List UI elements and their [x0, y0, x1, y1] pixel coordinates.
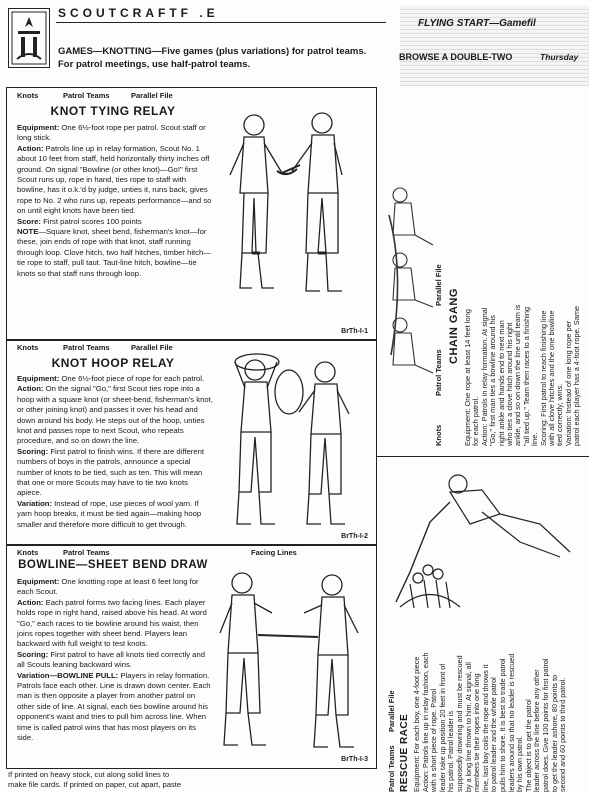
note-text: —Square knot, sheet bend, fisherman's knot—for these, join ends of rope with that knot, staff running through loop. Clove hitch, two half hitches, timber hitch—tie rope to staff, pull taut. Taut-line hitch, bowline—tie knots so that staff runs through loop.: [17, 227, 211, 278]
text-line: line, last boy coils the rope and throws it: [480, 664, 490, 792]
card-category-formation: Parallel File: [131, 91, 173, 100]
text-line: who ties a clove hitch around his right: [505, 322, 515, 446]
action-text: Each patrol forms two facing lines. Each player holds rope in right hand, raised above his head. At word "Go," each races to tie bowline around his waist, then joins ropes together with sheet bend. Players lean backward with full weight to test knots.: [17, 597, 207, 649]
action-label: Action:: [17, 384, 44, 394]
text-line: leaders around so that no leader is rescued: [506, 653, 516, 792]
text-line: Equipment: One rope at least 14 feet long: [463, 309, 472, 446]
text-line: Scoring: First patrol to reach finishing line: [538, 310, 548, 446]
card-bowline-sheet-bend-draw: [6, 544, 377, 769]
card-category-knots: Knots: [17, 548, 39, 557]
card-code: BrTh-I-1: [341, 328, 368, 335]
scoring-label: Scoring:: [17, 446, 49, 456]
equipment-text: One 6½-foot piece of rope for each patrol.: [59, 374, 205, 383]
card-body: [17, 374, 213, 530]
text-line: line.: [530, 432, 540, 446]
text-line: second and 60 points to third patrol.: [558, 677, 568, 792]
card-body: [413, 612, 568, 792]
card-category-teams: Patrol Teams: [63, 91, 110, 100]
card-title: BOWLINE—SHEET BEND DRAW: [18, 559, 208, 571]
card-rescue-race: [385, 612, 585, 792]
scoring-text: First patrol to finish wins. If there are different numbers of boys in the patrols, announce a special number of knots to be tied, such as ten. This will mean that one or more Scouts may have to tie two knots apiece.: [17, 446, 204, 498]
header-rule: [56, 22, 386, 23]
text-line: supposedly drowning and must be rescued: [454, 655, 464, 792]
text-line: tied correctly, wins.: [555, 383, 565, 446]
card-body: [464, 96, 582, 446]
equipment-text: One knotting rope at least 6 feet long for each Scout.: [17, 577, 199, 597]
card-category-teams: Patrol Teams: [63, 343, 110, 352]
text-line: right ankle and hands end to next man: [496, 320, 506, 446]
illustration-rescue-race: [390, 462, 585, 612]
card-title: KNOT HOOP RELAY: [51, 356, 175, 370]
equipment-text: One 6½-foot rope per patrol. Scout staff or long stick.: [17, 123, 206, 143]
page-subtitle: GAMES—KNOTTING—Five games (plus variations) for patrol teams. For patrol meetings, use half-patrol teams.: [58, 46, 367, 70]
score-label: Score:: [17, 216, 41, 226]
equipment-label: Equipment:: [17, 374, 60, 383]
card-category-formation: Facing Lines: [251, 548, 297, 557]
card-knot-hoop-relay: [6, 339, 377, 546]
card-category-formation: Parallel File: [387, 690, 396, 732]
action-text: Patrols line up in relay formation, Scout No. 1 about 10 feet from staff, held horizontally thirty inches off ground. On signal "Bowline (or other knot)—Go!" first Scout runs up, rope in hand, ties rope to staff with bowline, has it o.k.'d by judge, unties it, runs back, gives rope to No. 2 who runs up, repeats performance—and so on until eight knots have been tied.: [17, 143, 212, 216]
text-line: leader take up position 20 feet in front of: [437, 663, 447, 792]
card-category-teams: Patrol Teams: [387, 745, 396, 792]
text-line: Variation: Instead of one long rope per: [563, 320, 573, 446]
text-line: to patrol leader and the whole patrol: [489, 677, 499, 792]
text-line: leader across the line before any other: [532, 669, 542, 792]
card-category-knots: Knots: [434, 424, 443, 446]
text-line: Action: Patrols in relay formation. At signal: [479, 307, 489, 446]
action-label: Action:: [17, 597, 44, 607]
scout-emblem-logo: [8, 8, 50, 68]
browse-heading: BROWSE A DOUBLE-TWO: [399, 52, 513, 62]
text-line: pulls him to shore. It is best to trade patrol: [497, 658, 507, 792]
chain-gang-rotated-content: [432, 88, 585, 456]
text-line: "Go," first man ties a bowline around his: [488, 315, 498, 446]
text-line: patrol each player has a 4-foot rope. Same: [572, 305, 582, 446]
card-knot-tying-relay: [6, 87, 377, 341]
illustration-scouts-pulling-rope: [212, 563, 372, 753]
variation-text: Players in relay formation. Patrols face each other. Line is drawn down center. Each man is then opposite a player from another patrol on other side of line. At signal, each ties bowline around his opponent's waist and tries to pull him across line. When time is called patrol wins that has most players on its side.: [17, 670, 211, 743]
text-line: his patrol. Patrol leader is: [446, 710, 456, 792]
page-title: SCOUTCRAFTF .E: [58, 6, 219, 20]
text-line: with a short piece of rope. Patrol: [429, 688, 439, 792]
footer-note: [8, 770, 368, 790]
text-line: Action: Patrols line up in relay fashion, each: [420, 652, 430, 792]
flying-start-heading: FLYING START—Gamefil: [418, 18, 536, 29]
illustration-scouts-with-rope-hoop: [217, 352, 367, 532]
text-line: by a long line thrown to him. At signal, all: [463, 662, 473, 792]
text-line: The object is to get the patrol: [523, 699, 533, 792]
equipment-label: Equipment:: [17, 123, 60, 132]
card-category-formation: Parallel File: [434, 264, 443, 306]
note-label: NOTE: [17, 227, 39, 237]
action-text: On the signal "Go," first Scout ties rope into a hoop with a square knot (or sheet-bend, fisherman's knot, or other joining knot) and passes it over his head and down around his body. He steps out of the hoop, unties knot and passes rope to next Scout, who repeats procedure, and so on down the line.: [17, 384, 213, 446]
card-title: CHAIN GANG: [448, 288, 460, 364]
rescue-race-rotated-content: [385, 612, 585, 792]
right-card-divider: [376, 456, 589, 457]
thursday-label: Thursday: [540, 52, 579, 62]
text-line: with all clove hitches and the one bowline: [547, 310, 557, 446]
card-category-knots: Knots: [17, 343, 39, 352]
card-category-formation: Parallel File: [131, 343, 173, 352]
card-code: BrTh-I-2: [341, 533, 368, 540]
text-line: patrol does. Give 100 points for first patrol: [540, 658, 550, 792]
card-chain-gang: [432, 88, 585, 456]
score-text: First patrol scores 100 points: [40, 216, 142, 226]
column-divider: [376, 87, 377, 767]
card-category-teams: Patrol Teams: [434, 349, 443, 396]
illustration-two-scouts-tying-rope: [222, 103, 362, 313]
card-title: KNOT TYING RELAY: [50, 104, 176, 118]
card-category-teams: Patrol Teams: [63, 548, 110, 557]
card-title: RESCUE RACE: [399, 713, 410, 792]
card-code: BrTh-I-3: [341, 756, 368, 763]
scoring-label: Scoring:: [17, 649, 49, 659]
text-line: ankle, and so on down the line until team is: [513, 304, 523, 446]
footer-line: make file cards. If printed on paper, cut apart, paste: [8, 780, 182, 789]
text-line: to get the leader ashore, 80 points to: [549, 674, 559, 792]
card-body: [17, 123, 213, 279]
text-line: Equipment: For each boy, one 4-foot piece: [412, 656, 421, 792]
card-category-knots: Knots: [17, 91, 39, 100]
footer-line: If printed on heavy stock, cut along solid lines to: [8, 770, 170, 779]
variation-label: Variation—BOWLINE PULL:: [17, 670, 119, 680]
variation-label: Variation:: [17, 498, 53, 508]
equipment-label: Equipment:: [17, 577, 60, 586]
scoring-text: First patrol to have all knots tied correctly and all Scouts leaning backward wins.: [17, 649, 205, 670]
variation-text: Instead of rope, use pieces of wool yarn. If yarn hoop breaks, it must be tied again—making hoop smaller and therefore more difficult to get through.: [17, 498, 202, 529]
text-line: for each patrol.: [471, 396, 481, 446]
action-label: Action:: [17, 143, 44, 153]
text-line: "all tied up." Team then races to a finishing: [521, 306, 531, 446]
text-line: members tie their ropes into one long: [472, 673, 482, 792]
card-body: [17, 577, 213, 744]
text-line: by his own patrol.: [515, 736, 525, 792]
